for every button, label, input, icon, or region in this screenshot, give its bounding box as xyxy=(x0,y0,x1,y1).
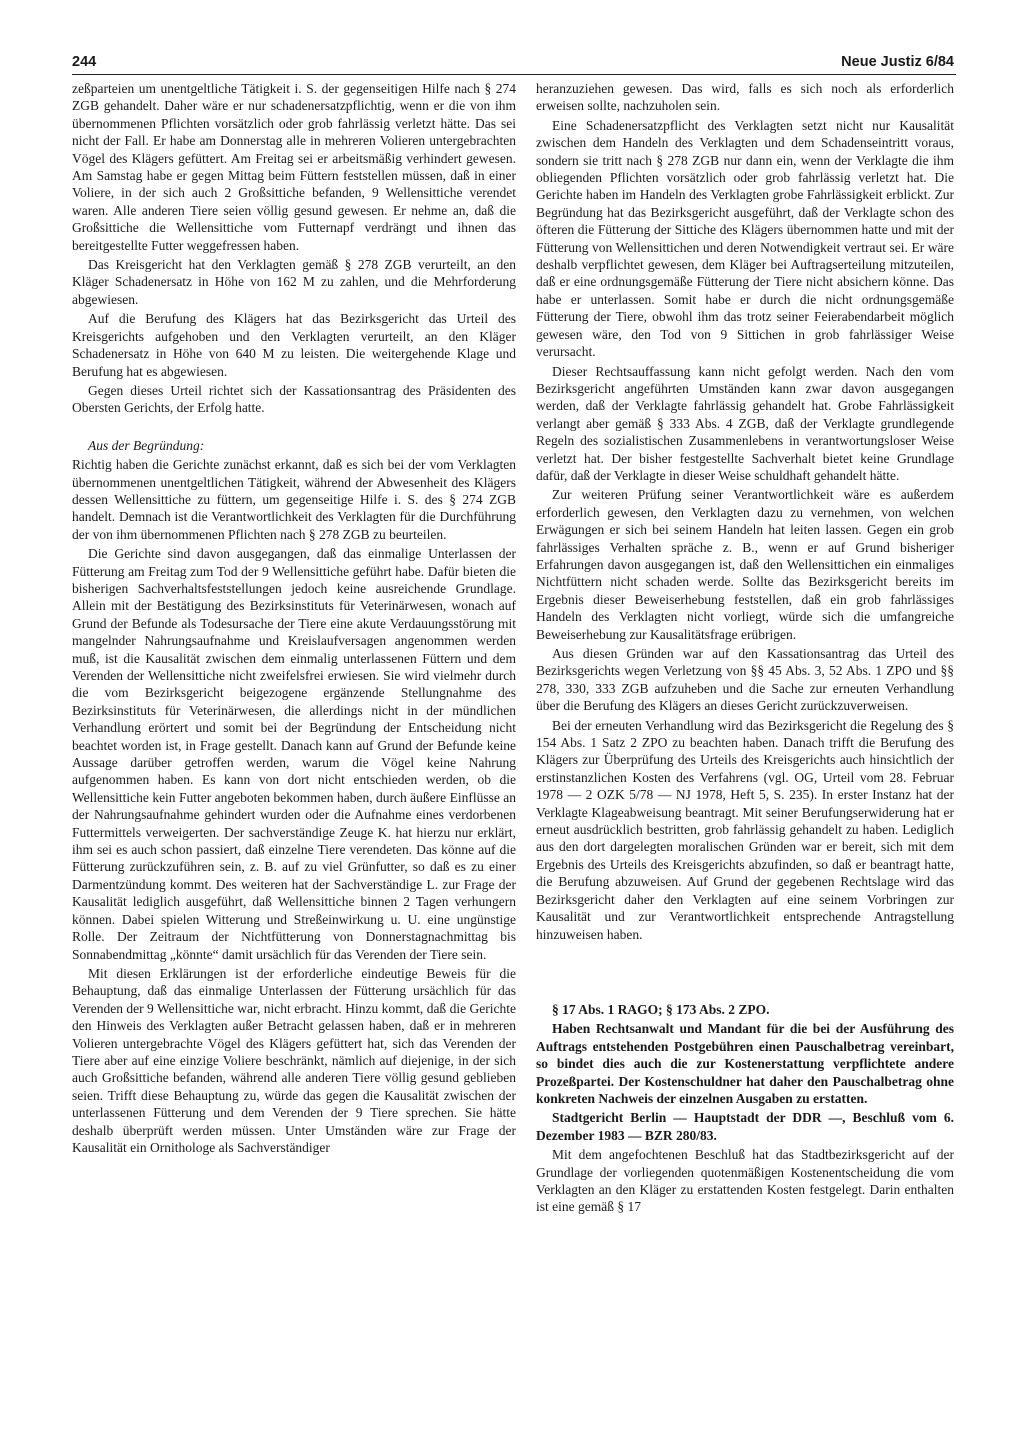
paragraph: Das Kreisgericht hat den Verklagten gemäß § 278 ZGB verurteilt, an den Kläger Schadenersatz in Höhe von 162 M zu zahlen, und die Mehrforderung abgewiesen. xyxy=(72,257,516,307)
headnote: Haben Rechtsanwalt und Mandant für die bei der Ausführung des Auftrags entstehenden Postgebühren einen Pauschalbetrag vereinbart, so bindet dies auch die zur Kostenerstattung verpflichtete andere Prozeßpartei. Der Kostenschuldner hat daher den Pauschalbetrag ohne konkreten Nachweis der einzelnen Ausgaben zu erstatten. xyxy=(536,1021,954,1106)
paragraph: Mit diesen Erklärungen ist der erforderliche eindeutige Beweis für die Behauptung, daß das einmalige Unterlassen der Fütterung ursächlich für das Verenden der 9 Wellensittiche war, nicht erbracht. Hinzu kommt, daß die Gerichte den Hinweis des Verklagten außer Betracht gelassen haben, daß er in mehreren Volieren untergebrachte Vögel des Klägers gefüttert hat, sich das Verenden der Tiere aber auf eine einzige Voliere beschränkt, nämlich auf diejenige, in der sich auch Großsittiche befanden, während alle anderen Tiere völlig gesund geblieben seien. Trifft diese Behauptung zu, würde das gegen die Kausalität zwischen der unterlassenen Fütterung und dem Verenden der 9 Tiere sprechen. Sie hätte deshalb überprüft werden müssen. Unter Umständen wäre zur Frage der Kausalität ein Ornithologe als Sachverständiger xyxy=(72,965,516,1155)
page-number: 244 xyxy=(72,54,97,70)
paragraph: Aus diesen Gründen war auf den Kassationsantrag das Urteil des Bezirksgerichts wegen Verletzung von §§ 45 Abs. 3, 52 Abs. 1 ZPO und §§ 278, 330, 333 ZGB aufzuheben und die Sache zur erneuten Verhandlung über die Berufung des Klägers an dieses Gericht zurückzuverweisen. xyxy=(536,646,954,714)
paragraph: Gegen dieses Urteil richtet sich der Kassationsantrag des Präsidenten des Obersten Gerichts, der Erfolg hatte. xyxy=(72,382,516,416)
paragraph: zeßparteien um unentgeltliche Tätigkeit i. S. der gegenseitigen Hilfe nach § 274 ZGB gehandelt. Daher wäre er nur schadenersatzpflichtig, wenn er die von ihm übernommenen Pflichten vorsätzlich oder grob fahrlässig verletzt hätte. Das sei nicht der Fall. Er habe am Donnerstag alle in mehreren Volieren untergebrachten Vögel des Klägers gefüttert. Am Freitag sei er arbeitsmäßig verhindert gewesen. Am Samstag habe er gegen Mittag beim Füttern feststellen müssen, daß in einer Voliere, in der sich auch 2 Großsittiche befanden, 9 Wellensittiche verendet waren. Alle anderen Tiere seien völlig gesund gewesen. Er nehme an, daß die Großsittiche die Wellensittiche vom Futternapf verdrängt und ihnen das bereitgestellte Futter weggefressen haben. xyxy=(72,81,516,253)
paragraph: Auf die Berufung des Klägers hat das Bezirksgericht das Urteil des Kreisgerichts aufgehoben und den Verklagten verurteilt, an den Kläger Schadenersatz in Höhe von 640 M zu leisten. Die weitergehende Klage und Berufung hat es abgewiesen. xyxy=(72,311,516,379)
paragraph: Zur weiteren Prüfung seiner Verantwortlichkeit wäre es außerdem erforderlich gewesen, den Verklagten dazu zu vernehmen, von welchen Erwägungen er sich bei seinem Handeln hat leiten lassen. Gegen ein grob fahrlässiges Verhalten spräche z. B., wenn er auf Grund bisheriger Erfahrungen davon ausgegangen ist, daß den Wellensittichen ein einmaliges Nichtfüttern nicht schaden werde. Sollte das Bezirksgericht bereits im Ergebnis dieser Beweiserhebung feststellen, daß ein grob fahrlässiges Handeln des Verklagten nicht vorliegt, würde sich die umfangreiche Beweiserhebung zur Kausalitätsfrage erübrigen. xyxy=(536,487,954,642)
paragraph: Die Gerichte sind davon ausgegangen, daß das einmalige Unterlassen der Fütterung am Freitag zum Tod der 9 Wellensittiche geführt habe. Dafür bieten die bisherigen Sachverhaltsfeststellungen jedoch keine ausreichende Grundlage. Allein mit der Bestätigung des Bezirksinstituts für Veterinärwesen, wonach auf Grund der Befunde als Todesursache der Tiere eine akute Verdauungsstörung mit mangelnder Nahrungsaufnahme und Kreislaufversagen angenommen werden muß, ist die Kausalität zwischen dem einmalig unterlassenen Füttern und dem Verenden der Wellensittiche nicht zweifelsfrei erwiesen. Sie wird vielmehr durch die vom Bezirksgericht beigezogene ergänzende Stellungnahme des Bezirksinstituts für Veterinärwesen, die allerdings nicht in der mündlichen Verhandlung erörtert und somit bei der Begründung der Entscheidung nicht beachtet worden ist, in Frage gestellt. Danach kann auf Grund der Befunde keine Aussage darüber getroffen werden, warum die Vögel keine Nahrung aufgenommen haben. Es kann von dort nicht entschieden werden, ob die Wellensittiche kein Futter angeboten bekommen haben, durch äußere Einflüsse an der Nahrungsaufnahme gehindert wurden oder die Aufnahme eines verdorbenen Futtermittels verweigerten. Der sachverständige Zeuge K. hat hierzu nur erklärt, ihm sei es auch schon passiert, daß einzelne Tiere verendeten. Das könne auf die Fütterung zurückzuführen sein, z. B. auf zu viel Grünfutter, so daß es zu einer Darmentzündung kommt. Des weiteren hat der Sachverständige L. zur Frage der Kausalität lediglich ausgeführt, daß Wellensittiche binnen 2 Tagen verhungern können. Dabei spielen Witterung und Streßeinwirkung u. U. eine ungünstige Rolle. Der Zeitraum der Nichtfütterung von Donnerstagnachmittag bis Sonnabendmittag „könnte“ damit ursächlich für das Verenden der Tiere sein. xyxy=(72,546,516,962)
right-column xyxy=(536,80,954,1218)
section-heading: Aus der Begründung: xyxy=(88,437,205,453)
paragraph: Dieser Rechtsauffassung kann nicht gefolgt werden. Nach den vom Bezirksgericht angeführten Umständen kann zwar davon ausgegangen werden, daß der Verklagte fahrlässig gehandelt hat. Grobe Fahrlässigkeit verlangt aber gemäß § 333 Abs. 4 ZGB, daß der Verklagte grundlegende Regeln des sozialistischen Zusammenlebens in verantwortungsloser Weise verletzt hat. Der bisher festgestellte Sachverhalt bietet keine Grundlage dafür, daß der Verklagte in dieser Weise schuldhaft gehandelt hätte. xyxy=(536,363,954,483)
header-rule xyxy=(72,74,956,75)
paragraph: Eine Schadenersatzpflicht des Verklagten setzt nicht nur Kausalität zwischen dem Handeln des Verklagten und dem Schadenseintritt voraus, sondern sie tritt nach § 278 ZGB nur dann ein, wenn der Verklagte die ihm obliegenden Pflichten vorsätzlich oder grob fahrlässig verletzt hat. Die Gerichte haben im Handeln des Verklagten grobe Fahrlässigkeit erblickt. Zur Begründung hat das Bezirksgericht ausgeführt, daß der Verklagte schon des öfteren die Fütterung der Sittiche des Klägers übernommen hatte und mit der Fütterung von Wellensittichen und deren Notwendigkeit vertraut sei. Er wäre deshalb verpflichtet gewesen, dem Kläger bei Auftragserteilung mitzuteilen, daß er eine ordnungsgemäße Fütterung der Tiere nicht absichern könne. Das habe er unterlassen. Somit habe er durch die nicht ordnungsgemäße Fütterung der Tiere, obwohl ihm das trotz seiner Feierabendarbeit möglich gewesen wäre, den Tod von 9 Sittichen in grob fahrlässiger Weise verursacht. xyxy=(536,117,954,360)
journal-issue: Neue Justiz 6/84 xyxy=(841,54,954,70)
paragraph: Bei der erneuten Verhandlung wird das Bezirksgericht die Regelung des § 154 Abs. 1 Satz 2 ZPO zu beachten haben. Danach trifft die Berufung des Klägers zur Überprüfung des Urteils des Kreisgerichts auch hinsichtlich der erstinstanzlichen Kosten des Verfahrens (vgl. OG, Urteil vom 28. Februar 1978 — 2 OZK 5/78 — NJ 1978, Heft 5, S. 235). In erster Instanz hat der Verklagte Klageabweisung beantragt. Mit seiner Berufungserwiderung hat er erneut ausdrücklich bestritten, grob fahrlässig gehandelt zu haben. Lediglich aus den dort dargelegten moralischen Gründen war er bereit, sich mit dem Ergebnis des Urteils des Kreisgerichts abzufinden, so daß er beantragt hatte, die Berufung abzuweisen. Auf Grund der gegebenen Rechtslage wird das Bezirksgericht daher den Verklagten auf eine seinem Vorbringen zur Kausalität und zur Verantwortlichkeit entsprechende Antragstellung hinzuweisen haben. xyxy=(536,717,954,942)
decision-block xyxy=(536,1001,954,1216)
paragraph: Richtig haben die Gerichte zunächst erkannt, daß es sich bei der vom Verklagten übernommenen unentgeltlichen Tätigkeit, während der Abwesenheit des Klägers dessen Wellensittiche zu füttern, um gegenseitige Hilfe i. S. des § 274 ZGB handelt. Demnach ist die Verantwortlichkeit des Verklagten für die Durchführung der von ihm übernommenen Pflichten nach § 278 ZGB zu beurteilen. xyxy=(72,457,516,542)
court-reference: Stadtgericht Berlin — Hauptstadt der DDR —, Beschluß vom 6. Dezember 1983 — BZR 280/83. xyxy=(536,1110,954,1143)
legal-citation: § 17 Abs. 1 RAGO; § 173 Abs. 2 ZPO. xyxy=(552,1001,770,1017)
paragraph: heranzuziehen gewesen. Das wird, falls es sich noch als erforderlich erweisen sollte, nachzuholen sein. xyxy=(536,81,954,114)
left-column xyxy=(72,80,516,1158)
paragraph: Mit dem angefochtenen Beschluß hat das Stadtbezirksgericht auf der Grundlage der vorliegenden quotenmäßigen Kostenentscheidung die vom Verklagten an den Kläger zu erstattenden Kosten festgelegt. Darin enthalten ist eine gemäß § 17 xyxy=(536,1147,954,1215)
